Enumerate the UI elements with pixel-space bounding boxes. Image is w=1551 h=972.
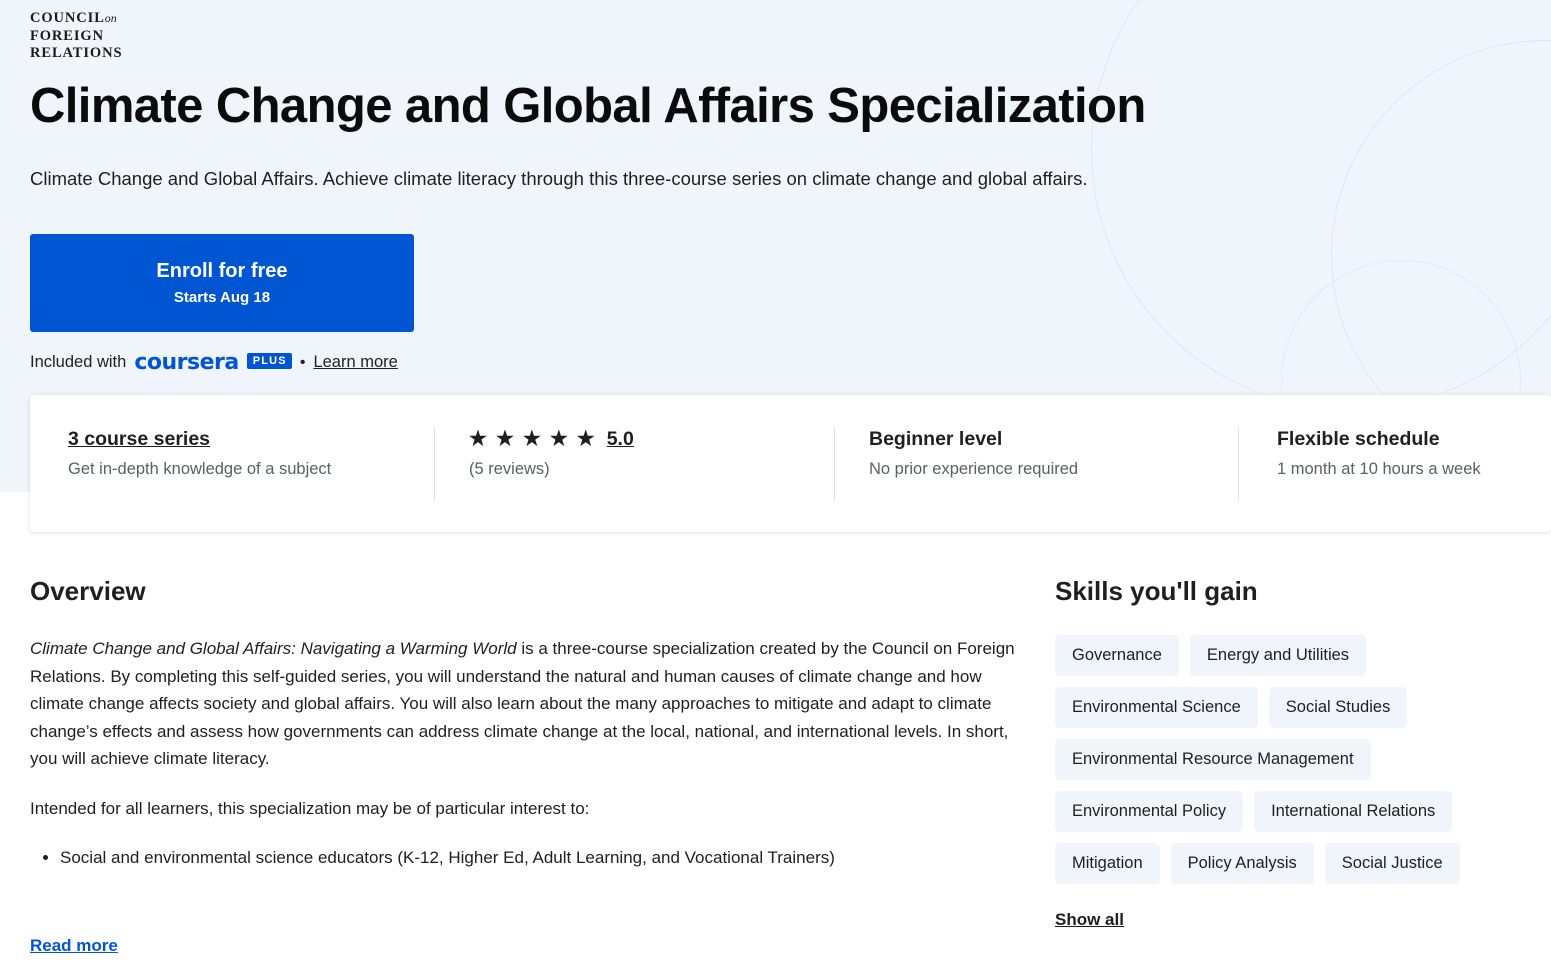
- skill-chip[interactable]: Energy and Utilities: [1190, 635, 1366, 676]
- page-subtitle: Climate Change and Global Affairs. Achieve climate literacy through this three-course series on climate change and global affairs.: [30, 168, 1088, 189]
- stat-schedule-title: Flexible schedule: [1277, 427, 1440, 450]
- star-icon: ★: [576, 428, 595, 450]
- star-icon: ★: [469, 428, 487, 450]
- show-all-skills-link[interactable]: Show all: [1055, 910, 1124, 929]
- skill-chip[interactable]: International Relations: [1254, 791, 1452, 832]
- stat-schedule-sub: 1 month at 10 hours a week: [1277, 459, 1481, 478]
- skills-chip-group: [1055, 635, 1551, 884]
- enroll-button[interactable]: [30, 234, 414, 332]
- skills-section: [1055, 576, 1551, 930]
- partner-logo: [30, 10, 220, 63]
- separator-dot: •: [299, 353, 306, 371]
- star-icon: ★: [495, 428, 514, 450]
- page-title: Climate Change and Global Affairs Specialization: [30, 79, 1146, 133]
- stat-level-sub: No prior experience required: [869, 459, 1079, 478]
- star-rating-group: [469, 428, 800, 451]
- skill-chip[interactable]: Social Justice: [1325, 843, 1460, 884]
- course-stats-card: [30, 395, 1551, 532]
- learn-more-link[interactable]: Learn more: [313, 353, 398, 371]
- overview-section: [30, 576, 1020, 872]
- list-item: • Social and environmental science educators (K-12, Higher Ed, Adult Learning, and Vocational Trainers): [60, 844, 1020, 872]
- included-prefix: Included with: [30, 353, 127, 371]
- skills-heading: Skills you'll gain: [1055, 576, 1258, 606]
- stat-rating[interactable]: [434, 428, 834, 500]
- skill-chip[interactable]: Environmental Science: [1055, 687, 1258, 728]
- enroll-start-date: Starts Aug 18: [173, 289, 271, 306]
- stat-schedule: [1238, 428, 1538, 500]
- logo-line-2: FOREIGN: [30, 27, 104, 44]
- star-icon: ★: [522, 428, 541, 450]
- overview-paragraph-1-rest: is a three-course specialization created by the Council on Foreign Relations. By completing this self-guided series, you will understand the natural and human causes of climate change and how climate change affects society and global affairs. You will also learn about the many approaches to mitigate and adapt to climate change’s effects and assess how governments can address climate change at the local, national, and international levels. In short, you will achieve climate literacy.: [30, 639, 1015, 769]
- enroll-button-label: Enroll for free: [156, 260, 288, 282]
- stat-level-title: Beginner level: [869, 427, 1003, 450]
- logo-on: on: [104, 11, 117, 25]
- included-with-row: [30, 350, 398, 375]
- coursera-wordmark: coursera: [134, 350, 239, 375]
- skill-chip[interactable]: Governance: [1055, 635, 1179, 676]
- overview-heading: Overview: [30, 576, 146, 606]
- logo-line-3: RELATIONS: [30, 45, 123, 62]
- skill-chip[interactable]: Environmental Policy: [1055, 791, 1243, 832]
- overview-audience-list: [30, 844, 1020, 872]
- overview-paragraph-2: Intended for all learners, this specialization may be of particular interest to:: [30, 798, 590, 818]
- skill-chip[interactable]: Policy Analysis: [1171, 843, 1314, 884]
- skill-chip[interactable]: Environmental Resource Management: [1055, 739, 1371, 780]
- read-more-link[interactable]: Read more: [30, 936, 118, 955]
- stat-review-count: (5 reviews): [469, 459, 550, 478]
- stat-level: [834, 428, 1238, 500]
- stat-course-series[interactable]: [30, 428, 434, 500]
- rating-value[interactable]: 5.0: [606, 427, 634, 450]
- star-icon: ★: [549, 428, 568, 450]
- stat-course-series-sub: Get in-depth knowledge of a subject: [68, 459, 332, 478]
- overview-paragraph-1: [30, 635, 1020, 773]
- stat-rating-stars: [469, 428, 800, 451]
- coursera-plus-badge: PLUS: [247, 353, 292, 369]
- overview-course-name: Climate Change and Global Affairs: Navigating a Warming World: [30, 639, 517, 658]
- skill-chip[interactable]: Social Studies: [1269, 687, 1408, 728]
- skill-chip[interactable]: Mitigation: [1055, 843, 1160, 884]
- logo-line-1: COUNCIL: [30, 10, 105, 26]
- stat-course-series-title[interactable]: 3 course series: [68, 427, 211, 450]
